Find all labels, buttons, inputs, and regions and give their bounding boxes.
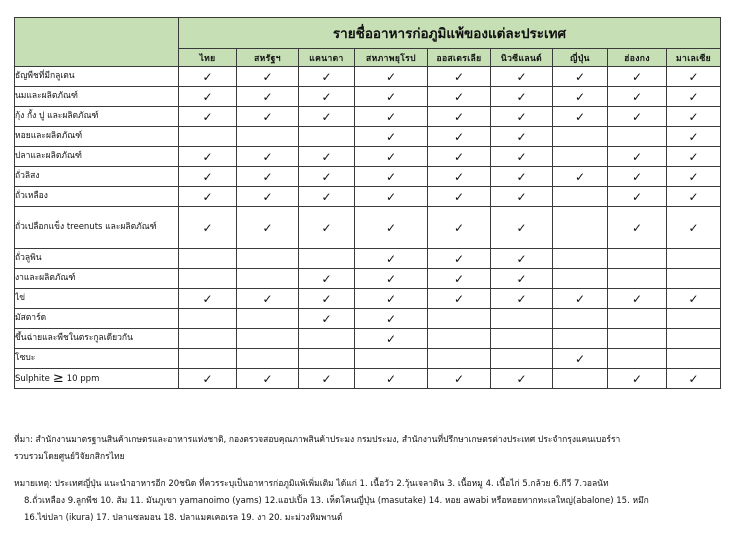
check-mark-icon: ✓ [491,167,553,187]
check-mark-icon: ✓ [428,207,491,249]
check-mark-icon: ✓ [608,87,667,107]
check-mark-icon: ✓ [428,249,491,269]
check-mark-icon: ✓ [179,187,237,207]
empty-cell [179,309,237,329]
check-mark-icon: ✓ [491,67,553,87]
empty-cell [179,329,237,349]
check-mark-icon: ✓ [491,289,553,309]
check-mark-icon: ✓ [299,87,355,107]
check-mark-icon: ✓ [491,107,553,127]
check-mark-icon: ✓ [355,207,428,249]
check-mark-icon: ✓ [355,127,428,147]
food-name-cell: ถั่วเปลือกแข็ง treenuts และผลิตภัณฑ์ [15,207,179,249]
check-mark-icon: ✓ [667,369,721,389]
check-mark-icon: ✓ [667,87,721,107]
source-line-1: ที่มา: สำนักงานมาตรฐานสินค้าเกษตรและอาหารแห่งชาติ, กองตรวจสอบคุณภาพสินค้าประมง กรมประมง, สำนักงานที่ปรึกษาเกษตรต่างประเทศ ประจำกรุงแคนเบอร์รา [14,435,621,445]
empty-cell [553,249,608,269]
empty-cell [299,249,355,269]
remark-note [14,476,740,527]
country-header: ออสเตรเลีย [428,49,491,67]
empty-cell [608,127,667,147]
empty-cell [237,269,299,289]
source-line-2: รวบรวมโดยศูนย์วิจัยกสิกรไทย [14,452,125,462]
empty-cell [179,127,237,147]
check-mark-icon: ✓ [608,289,667,309]
check-mark-icon: ✓ [237,107,299,127]
check-mark-icon: ✓ [491,369,553,389]
food-name-cell: กุ้ง กั้ง ปู และผลิตภัณฑ์ [15,107,179,127]
check-mark-icon: ✓ [428,67,491,87]
empty-cell [667,309,721,329]
empty-cell [491,329,553,349]
country-header: ฮ่องกง [608,49,667,67]
source-note [14,432,740,466]
check-mark-icon: ✓ [491,269,553,289]
food-name-cell: ปลาและผลิตภัณฑ์ [15,147,179,167]
empty-cell [667,329,721,349]
check-mark-icon: ✓ [299,67,355,87]
empty-cell [237,309,299,329]
table-row [15,87,721,107]
empty-cell [237,329,299,349]
empty-cell [553,309,608,329]
check-mark-icon: ✓ [608,67,667,87]
food-name-cell: ขึ้นฉ่ายและพืชในตระกูลเดียวกัน [15,329,179,349]
remark-line-1: หมายเหตุ: ประเทศญี่ปุ่น แนะนำอาหารอีก 20ชนิด ที่ควรระบุเป็นอาหารก่อภูมิแพ้เพิ่มเติม ได้แก่ 1. เนื้อวัว 2.วุ้นเจลาติน 3. เนื้อหมู 4. เนื้อไก่ 5.กล้วย 6.กีวี 7.วอลนัท [14,479,609,489]
check-mark-icon: ✓ [491,249,553,269]
food-name-cell: ไข่ [15,289,179,309]
check-mark-icon: ✓ [299,147,355,167]
check-mark-icon: ✓ [299,289,355,309]
table-corner-cell [15,18,179,67]
check-mark-icon: ✓ [355,67,428,87]
empty-cell [553,147,608,167]
check-mark-icon: ✓ [608,107,667,127]
table-row [15,249,721,269]
empty-cell [608,349,667,369]
check-mark-icon: ✓ [608,207,667,249]
check-mark-icon: ✓ [355,167,428,187]
empty-cell [608,269,667,289]
food-name-cell: งาและผลิตภัณฑ์ [15,269,179,289]
check-mark-icon: ✓ [553,67,608,87]
check-mark-icon: ✓ [667,167,721,187]
check-mark-icon: ✓ [179,369,237,389]
check-mark-icon: ✓ [428,87,491,107]
empty-cell [299,127,355,147]
check-mark-icon: ✓ [237,167,299,187]
empty-cell [237,127,299,147]
country-header: ญี่ปุ่น [553,49,608,67]
empty-cell [237,249,299,269]
check-mark-icon: ✓ [355,249,428,269]
empty-cell [553,369,608,389]
check-mark-icon: ✓ [553,289,608,309]
empty-cell [428,349,491,369]
empty-cell [553,269,608,289]
check-mark-icon: ✓ [553,107,608,127]
check-mark-icon: ✓ [299,309,355,329]
empty-cell [667,269,721,289]
table-row [15,167,721,187]
check-mark-icon: ✓ [355,87,428,107]
empty-cell [608,249,667,269]
empty-cell [179,349,237,369]
check-mark-icon: ✓ [355,329,428,349]
check-mark-icon: ✓ [428,269,491,289]
empty-cell [428,329,491,349]
food-name: Sulphite [15,374,50,384]
check-mark-icon: ✓ [179,147,237,167]
check-mark-icon: ✓ [355,369,428,389]
check-mark-icon: ✓ [491,127,553,147]
food-name-cell: นมและผลิตภัณฑ์ [15,87,179,107]
check-mark-icon: ✓ [491,87,553,107]
table-row [15,329,721,349]
check-mark-icon: ✓ [237,207,299,249]
table-row [15,289,721,309]
empty-cell [553,329,608,349]
check-mark-icon: ✓ [553,349,608,369]
check-mark-icon: ✓ [237,147,299,167]
food-name-cell: ถั่วเหลือง [15,187,179,207]
check-mark-icon: ✓ [667,147,721,167]
check-mark-icon: ✓ [299,269,355,289]
empty-cell [179,269,237,289]
table-row [15,269,721,289]
empty-cell [553,187,608,207]
check-mark-icon: ✓ [237,187,299,207]
check-mark-icon: ✓ [667,107,721,127]
food-name-cell [15,369,179,389]
check-mark-icon: ✓ [355,289,428,309]
empty-cell [299,329,355,349]
check-mark-icon: ✓ [355,269,428,289]
greater-equal-symbol: ≥ [52,371,64,386]
check-mark-icon: ✓ [428,369,491,389]
country-header: แคนาดา [299,49,355,67]
country-header: สหภาพยุโรป [355,49,428,67]
allergen-table [14,17,721,389]
check-mark-icon: ✓ [237,67,299,87]
check-mark-icon: ✓ [237,369,299,389]
check-mark-icon: ✓ [179,107,237,127]
empty-cell [237,349,299,369]
remark-line-2: 8.ถั่วเหลือง 9.ลูกพีช 10. ส้ม 11. มันภูเขา yamanoimo (yams) 12.แอปเปิ้ล 13. เห็ดโคนญี่ปุ่น (masutake) 14. หอย awabi หรือหอยทากทะเลใหญ่(abalone) 15. หมึก [24,496,649,506]
table-row [15,309,721,329]
check-mark-icon: ✓ [608,147,667,167]
table-row [15,67,721,87]
food-name-cell: โซบะ [15,349,179,369]
check-mark-icon: ✓ [667,187,721,207]
check-mark-icon: ✓ [428,127,491,147]
check-mark-icon: ✓ [428,167,491,187]
check-mark-icon: ✓ [355,187,428,207]
check-mark-icon: ✓ [299,107,355,127]
check-mark-icon: ✓ [491,147,553,167]
empty-cell [667,349,721,369]
check-mark-icon: ✓ [428,289,491,309]
table-row [15,127,721,147]
table-row [15,147,721,167]
food-name-cell: ธัญพืชที่มีกลูเตน [15,67,179,87]
empty-cell [491,309,553,329]
check-mark-icon: ✓ [608,369,667,389]
empty-cell [608,329,667,349]
check-mark-icon: ✓ [667,127,721,147]
check-mark-icon: ✓ [667,289,721,309]
check-mark-icon: ✓ [299,167,355,187]
country-header: ไทย [179,49,237,67]
table-row [15,349,721,369]
food-threshold: 10 ppm [66,374,100,384]
check-mark-icon: ✓ [553,87,608,107]
food-name-cell: มัสตาร์ด [15,309,179,329]
check-mark-icon: ✓ [179,289,237,309]
check-mark-icon: ✓ [179,167,237,187]
empty-cell [553,127,608,147]
check-mark-icon: ✓ [355,147,428,167]
food-name-cell: ถั่วลูพิน [15,249,179,269]
check-mark-icon: ✓ [355,107,428,127]
food-name-cell: ถั่วลิสง [15,167,179,187]
check-mark-icon: ✓ [299,369,355,389]
check-mark-icon: ✓ [553,167,608,187]
check-mark-icon: ✓ [428,187,491,207]
check-mark-icon: ✓ [491,207,553,249]
check-mark-icon: ✓ [355,309,428,329]
empty-cell [355,349,428,369]
empty-cell [299,349,355,369]
food-name-cell: หอยและผลิตภัณฑ์ [15,127,179,147]
empty-cell [608,309,667,329]
empty-cell [667,249,721,269]
table-row [15,187,721,207]
check-mark-icon: ✓ [179,207,237,249]
empty-cell [428,309,491,329]
check-mark-icon: ✓ [667,207,721,249]
check-mark-icon: ✓ [299,187,355,207]
check-mark-icon: ✓ [237,289,299,309]
check-mark-icon: ✓ [179,67,237,87]
table-row [15,369,721,389]
table-row [15,207,721,249]
country-header: นิวซีแลนด์ [491,49,553,67]
country-header: สหรัฐฯ [237,49,299,67]
table-row [15,107,721,127]
check-mark-icon: ✓ [299,207,355,249]
table-body [15,67,721,389]
check-mark-icon: ✓ [237,87,299,107]
empty-cell [491,349,553,369]
check-mark-icon: ✓ [179,87,237,107]
table-title: รายชื่ออาหารก่อภูมิแพ้ของแต่ละประเทศ [179,18,721,49]
check-mark-icon: ✓ [608,167,667,187]
check-mark-icon: ✓ [428,107,491,127]
empty-cell [553,207,608,249]
country-header: มาเลเซีย [667,49,721,67]
empty-cell [179,249,237,269]
remark-line-3: 16.ไข่ปลา (ikura) 17. ปลาแซลมอน 18. ปลาแมคเคอเรล 19. งา 20. มะม่วงหิมพานต์ [24,513,343,523]
check-mark-icon: ✓ [608,187,667,207]
check-mark-icon: ✓ [428,147,491,167]
check-mark-icon: ✓ [491,187,553,207]
check-mark-icon: ✓ [667,67,721,87]
